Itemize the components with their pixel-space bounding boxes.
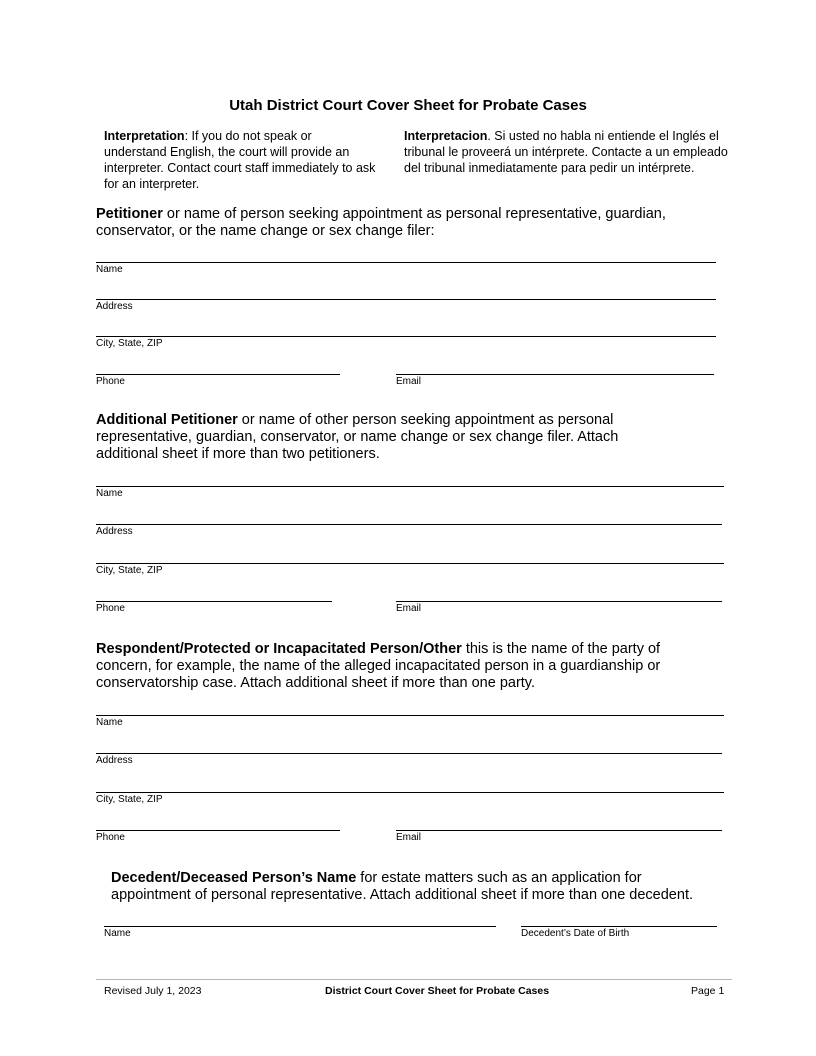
footer-title: District Court Cover Sheet for Probate Cases: [325, 985, 550, 997]
petitioner-address-label: Address: [96, 301, 133, 312]
additional-petitioner-email-label: Email: [396, 603, 422, 614]
additional-petitioner-address-label: Address: [96, 526, 133, 537]
additional-petitioner-name-label: Name: [96, 488, 123, 499]
interpretation-english: [104, 128, 376, 192]
additional-petitioner-city-label: City, State, ZIP: [96, 565, 163, 576]
respondent-name-label: Name: [96, 717, 123, 728]
additional-petitioner-description: or name of other person seeking appointment as personal representative, guardian, conservator, or name change or sex change filer. Attach additional sheet if more than two petitioners.: [96, 412, 619, 462]
interpretation-spanish-label: Interpretacion: [404, 129, 488, 143]
petitioner-heading-block: [96, 206, 716, 240]
footer-revised: Revised July 1, 2023: [104, 985, 202, 997]
petitioner-heading: Petitioner: [96, 206, 163, 222]
respondent-phone-label: Phone: [96, 832, 125, 843]
respondent-city-label: City, State, ZIP: [96, 794, 163, 805]
petitioner-name-field[interactable]: [96, 262, 716, 263]
additional-petitioner-email-field[interactable]: [396, 601, 722, 602]
decedent-dob-label: Decedent’s Date of Birth: [521, 928, 630, 939]
decedent-heading: Decedent/Deceased Person’s Name: [111, 870, 357, 886]
interpretation-spanish-text: . Si usted no habla ni entiende el Inglés el tribunal le proveerá un intérprete. Contacte a un empleado del tribunal inmediatamente para pedir un intérprete.: [404, 129, 728, 175]
petitioner-phone-field[interactable]: [96, 374, 340, 375]
respondent-description: this is the name of the party of concern, for example, the name of the alleged incapacitated person in a guardianship or conservatorship case. Attach additional sheet if more than one party.: [96, 641, 661, 691]
respondent-address-field[interactable]: [96, 753, 722, 754]
additional-petitioner-city-field[interactable]: [96, 563, 724, 564]
additional-petitioner-phone-label: Phone: [96, 603, 125, 614]
respondent-phone-field[interactable]: [96, 830, 340, 831]
decedent-dob-field[interactable]: [521, 926, 717, 927]
petitioner-description: or name of person seeking appointment as personal representative, guardian, conservator, or the name change or sex change filer:: [96, 206, 666, 239]
petitioner-address-field[interactable]: [96, 299, 716, 300]
footer-divider: [96, 979, 732, 980]
decedent-heading-block: [111, 870, 716, 904]
additional-petitioner-name-field[interactable]: [96, 486, 724, 487]
petitioner-city-label: City, State, ZIP: [96, 338, 163, 349]
additional-petitioner-heading: Additional Petitioner: [96, 412, 238, 428]
respondent-name-field[interactable]: [96, 715, 724, 716]
interpretation-spanish: [404, 128, 730, 176]
interpretation-english-label: Interpretation: [104, 129, 185, 143]
petitioner-email-field[interactable]: [396, 374, 714, 375]
petitioner-city-field[interactable]: [96, 336, 716, 337]
respondent-heading-block: [96, 641, 686, 692]
footer-page-number: Page 1: [691, 985, 725, 997]
respondent-address-label: Address: [96, 755, 133, 766]
petitioner-phone-label: Phone: [96, 376, 125, 387]
page-title: Utah District Court Cover Sheet for Probate Cases: [229, 97, 587, 114]
additional-petitioner-address-field[interactable]: [96, 524, 722, 525]
respondent-heading: Respondent/Protected or Incapacitated Person/Other: [96, 641, 462, 657]
decedent-name-field[interactable]: [104, 926, 496, 927]
petitioner-email-label: Email: [396, 376, 422, 387]
additional-petitioner-phone-field[interactable]: [96, 601, 332, 602]
petitioner-name-label: Name: [96, 264, 123, 275]
decedent-description: for estate matters such as an application for appointment of personal representative. Attach additional sheet if more than one decedent.: [111, 870, 693, 903]
respondent-email-label: Email: [396, 832, 422, 843]
respondent-email-field[interactable]: [396, 830, 722, 831]
decedent-name-label: Name: [104, 928, 131, 939]
respondent-city-field[interactable]: [96, 792, 724, 793]
interpretation-english-text: : If you do not speak or understand English, the court will provide an interpreter. Contact court staff immediately to ask for an interpreter.: [104, 129, 376, 191]
additional-petitioner-heading-block: [96, 412, 636, 463]
